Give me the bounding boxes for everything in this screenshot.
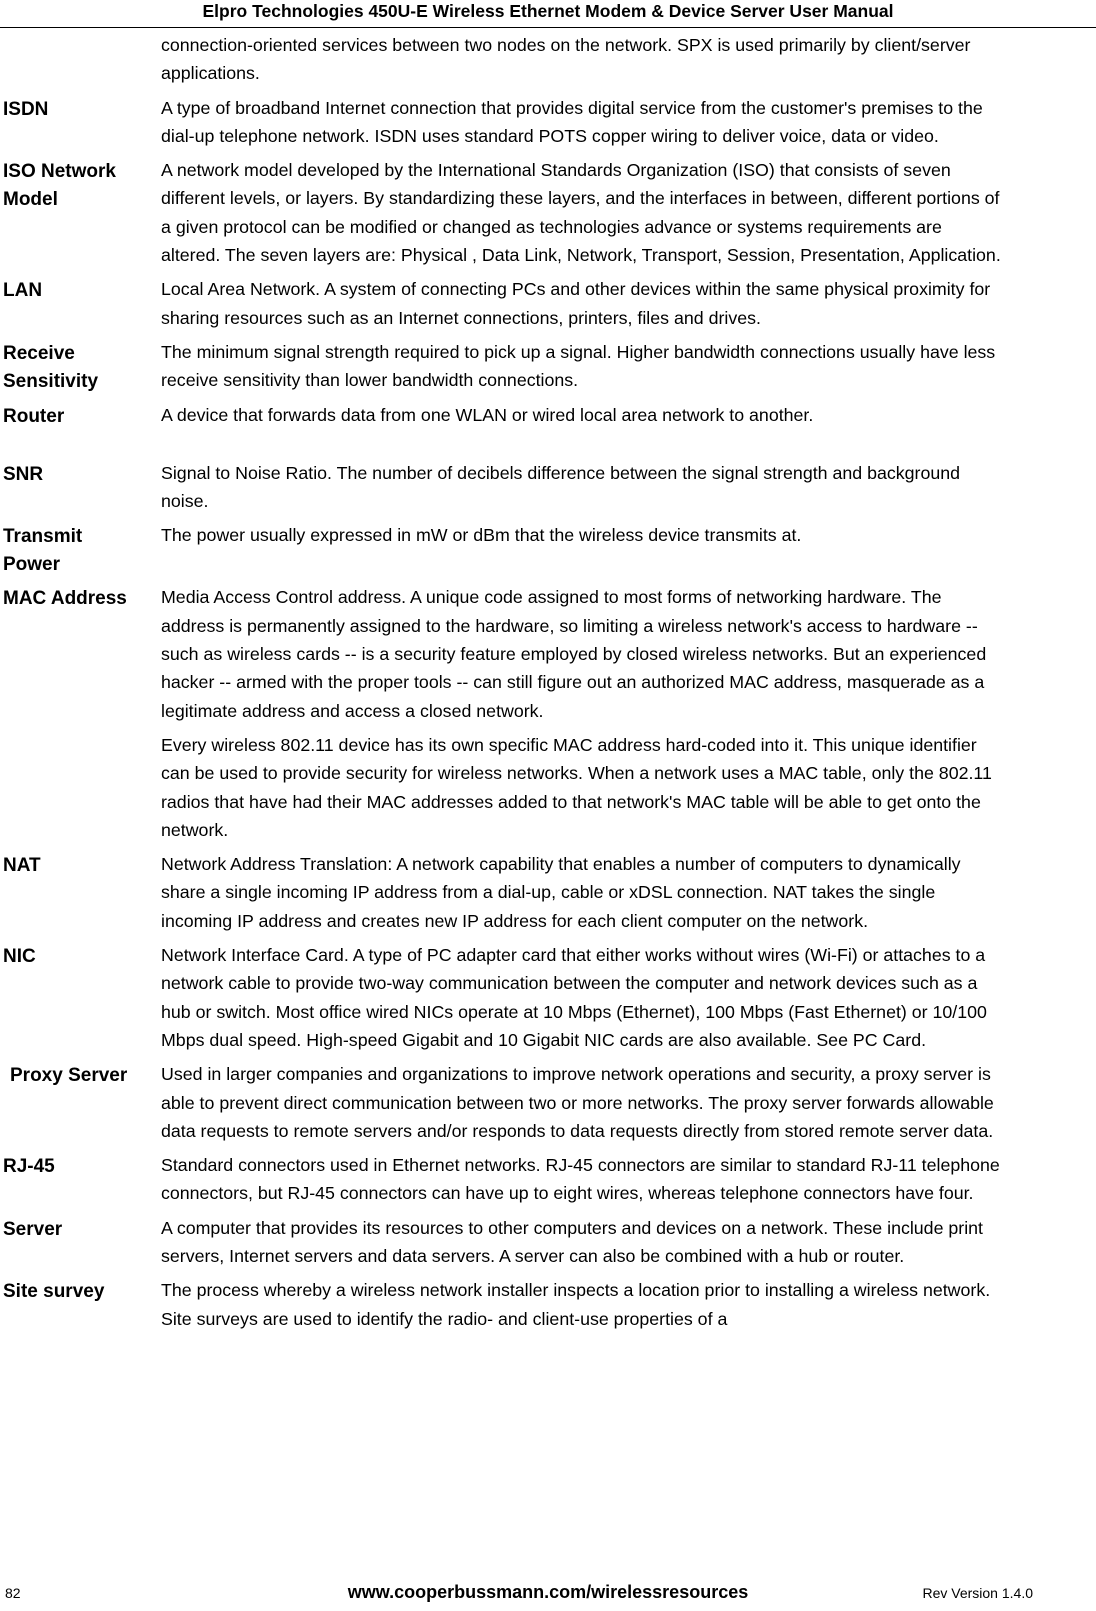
glossary-entry-mac-address — [0, 583, 1096, 844]
definition-proxy-server: Used in larger companies and organizations to improve network operations and security, a proxy server is able to prevent direct communication between two or more networks. The proxy server forwards allowable data requests to remote servers and/or responds to data requests directly from stored remote server data. — [161, 1064, 994, 1141]
definition-transmit-power: The power usually expressed in mW or dBm that the wireless device transmits at. — [161, 525, 802, 546]
glossary-entry-nic — [0, 941, 1096, 1054]
definition-mac-address-2: Every wireless 802.11 device has its own specific MAC address hard-coded into it. This unique identifier can be used to provide security for wireless networks. When a network uses a MAC table, only the 802.11 radios that have had their MAC addresses added to that network's MAC table will be able to get onto the network. — [161, 734, 992, 840]
glossary-entry-server — [0, 1214, 1096, 1271]
page-number: 82 — [5, 1585, 21, 1601]
definition-mac-address-1: Media Access Control address. A unique code assigned to most forms of networking hardware. The address is permanently assigned to the hardware, so limiting a wireless network's access to hardware -- such as wireless cards -- is a security feature employed by closed wireless networks. But an experienced hacker -- armed with the proper tools -- can still figure out an authorized MAC address, masquerade as a legitimate address and access a closed network. — [161, 587, 987, 721]
glossary-entry-continuation — [0, 31, 1096, 88]
manual-title: Elpro Technologies 450U-E Wireless Ethernet Modem & Device Server User Manual — [202, 1, 894, 21]
definition-lan: Local Area Network. A system of connecting PCs and other devices within the same physical proximity for sharing resources such as an Internet connections, printers, files and drives. — [161, 279, 991, 328]
term-receive-sensitivity: Receive Sensitivity — [3, 342, 99, 392]
definition-server: A computer that provides its resources to other computers and devices on a network. These include print servers, Internet servers and data servers. A server can also be combined with a hub or router. — [161, 1217, 983, 1266]
revision-label: Rev Version 1.4.0 — [922, 1585, 1033, 1601]
term-mac-address: MAC Address — [3, 588, 127, 610]
term-isdn: ISDN — [3, 98, 49, 120]
definition-nic: Network Interface Card. A type of PC adapter card that either works without wires (Wi-Fi) or attaches to a network cable to provide two-way communication between the computer and network devices such as a hub or switch. Most office wired NICs operate at 10 Mbps (Ethernet), 100 Mbps (Fast Ethernet) or 10/100 Mbps dual speed. High-speed Gigabit and 10 Gigabit NIC cards are also available. See PC Card. — [161, 945, 987, 1050]
term-rj45: RJ-45 — [3, 1156, 55, 1178]
definition-router: A device that forwards data from one WLAN or wired local area network to another. — [161, 404, 814, 425]
definition-site-survey: The process whereby a wireless network installer inspects a location prior to installing a wireless network. Site surveys are used to identify the radio- and client-use properties of a — [161, 1280, 991, 1329]
definition-isdn: A type of broadband Internet connection that provides digital service from the customer's premises to the dial-up telephone network. ISDN uses standard POTS copper wiring to deliver voice, data or video. — [161, 97, 983, 146]
glossary-entry-router — [0, 401, 1096, 429]
glossary-entry-nat — [0, 850, 1096, 935]
page-footer — [0, 1581, 1096, 1609]
definition-nat: Network Address Translation: A network capability that enables a number of computers to dynamically share a single incoming IP address from a dial-up, cable or xDSL connection. NAT takes the single incoming IP address and creates new IP address for each client computer on the network. — [161, 854, 961, 931]
term-nic: NIC — [3, 946, 36, 968]
definition-rj45: Standard connectors used in Ethernet networks. RJ-45 connectors are similar to standard RJ-11 telephone connectors, but RJ-45 connectors can have up to eight wires, whereas telephone connectors have four. — [161, 1155, 1000, 1204]
term-nat: NAT — [3, 855, 41, 877]
glossary-entry-transmit-power — [0, 521, 1096, 583]
term-iso-network-model: ISO Network Model — [3, 161, 116, 211]
glossary-entry-receive-sensitivity — [0, 338, 1096, 395]
glossary-entry-site-survey — [0, 1276, 1096, 1333]
term-server: Server — [3, 1218, 63, 1240]
glossary-entry-snr — [0, 459, 1096, 516]
glossary-entry-lan — [0, 275, 1096, 332]
glossary-entry-rj45 — [0, 1151, 1096, 1208]
glossary-entry-isdn — [0, 94, 1096, 151]
term-router: Router — [3, 405, 65, 427]
glossary-entry-proxy-server — [0, 1060, 1096, 1145]
glossary-entry-iso-network-model — [0, 156, 1096, 269]
definition-snr: Signal to Noise Ratio. The number of decibels difference between the signal strength and background noise. — [161, 462, 961, 512]
glossary-list — [0, 31, 1096, 1339]
definition-iso-network-model: A network model developed by the International Standards Organization (ISO) that consists of seven different levels, or layers. By standardizing these layers, and the interfaces in between, different portions of a given protocol can be modified or changed as technologies advance or systems requirements are altered. The seven layers are: Physical , Data Link, Network, Transport, Session, Presentation, Application. — [161, 160, 1001, 266]
definition-receive-sensitivity: The minimum signal strength required to pick up a signal. Higher bandwidth connections usually have less receive sensitivity than lower bandwidth connections. — [161, 341, 996, 391]
term-site-survey: Site survey — [3, 1281, 105, 1303]
page-header — [0, 0, 1096, 28]
term-snr: SNR — [3, 463, 44, 485]
term-proxy-server: Proxy Server — [10, 1065, 128, 1087]
term-transmit-power: Transmit Power — [3, 526, 83, 576]
footer-url: www.cooperbussmann.com/wirelessresources — [347, 1582, 749, 1602]
term-lan: LAN — [3, 280, 43, 302]
continuation-text: connection-oriented services between two nodes on the network. SPX is used primarily by client/server applications. — [161, 35, 971, 84]
